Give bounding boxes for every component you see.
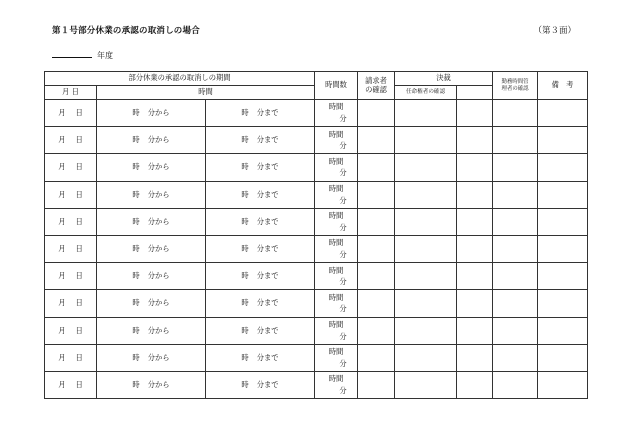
minute-from-label: 分から [147,135,170,145]
header-requester-confirm-line2: の確認 [365,84,387,94]
remarks-cell[interactable] [538,263,588,290]
header-requester-confirm-line1: 請求者 [365,76,387,86]
time-cell-start[interactable] [97,371,206,398]
minutes-label: 分 [339,141,347,151]
minute-from-label: 分から [147,352,170,362]
header-appointer-confirm: 任命権者の確認 [395,86,457,100]
hour-label: 時 [241,162,249,172]
month-day-cell[interactable] [45,344,97,371]
minutes-label: 分 [339,331,347,341]
time-cell-end[interactable] [206,263,315,290]
appointer-confirm-cell[interactable] [395,100,457,127]
day-label: 日 [75,189,83,199]
attendance-manager-cell[interactable] [493,290,538,317]
hour-label: 時 [241,325,249,335]
table-row [45,127,588,154]
hour-label: 時 [132,379,140,389]
attendance-manager-cell[interactable] [493,181,538,208]
time-cell-end[interactable] [206,344,315,371]
hours-label: 時間 [328,265,344,275]
hours-cell[interactable] [315,371,358,398]
attendance-manager-cell[interactable] [493,235,538,262]
day-label: 日 [75,325,83,335]
day-label: 日 [75,108,83,118]
hour-label: 時 [241,379,249,389]
attendance-manager-cell[interactable] [493,317,538,344]
requester-confirm-cell[interactable] [358,127,395,154]
minutes-label: 分 [339,277,347,287]
table-row [45,181,588,208]
day-label: 日 [75,162,83,172]
attendance-manager-cell[interactable] [493,127,538,154]
attendance-manager-cell[interactable] [493,344,538,371]
table-row [45,154,588,181]
table-row [45,100,588,127]
decision-blank-cell[interactable] [457,317,493,344]
day-label: 日 [75,216,83,226]
hours-cell[interactable] [315,154,358,181]
time-cell-end[interactable] [206,317,315,344]
minute-to-label: 分まで [256,135,279,145]
hour-label: 時 [132,325,140,335]
header-remarks: 備 考 [538,72,588,100]
minutes-label: 分 [339,222,347,232]
month-day-cell[interactable] [45,263,97,290]
decision-blank-cell[interactable] [457,100,493,127]
appointer-confirm-cell[interactable] [395,208,457,235]
appointer-confirm-cell[interactable] [395,317,457,344]
requester-confirm-cell[interactable] [358,317,395,344]
minute-from-label: 分から [147,298,170,308]
month-day-cell[interactable] [45,290,97,317]
appointer-confirm-cell[interactable] [395,344,457,371]
page-number: （第３面） [533,26,576,36]
hours-cell[interactable] [315,100,358,127]
header-requester-confirm [358,72,395,100]
appointer-confirm-cell[interactable] [395,127,457,154]
minute-to-label: 分まで [256,189,279,199]
header-decision-blank [457,86,493,100]
minute-to-label: 分まで [256,325,279,335]
time-cell-end[interactable] [206,208,315,235]
attendance-manager-cell[interactable] [493,371,538,398]
minute-from-label: 分から [147,379,170,389]
hour-label: 時 [132,108,140,118]
month-label: 月 [58,189,66,199]
month-label: 月 [58,216,66,226]
appointer-confirm-cell[interactable] [395,263,457,290]
appointer-confirm-cell[interactable] [395,181,457,208]
minute-from-label: 分から [147,189,170,199]
month-day-cell[interactable] [45,317,97,344]
time-cell-end[interactable] [206,290,315,317]
hours-label: 時間 [328,347,344,357]
table-row [45,317,588,344]
month-label: 月 [58,379,66,389]
table-row [45,235,588,262]
requester-confirm-cell[interactable] [358,181,395,208]
minutes-label: 分 [339,385,347,395]
hours-label: 時間 [328,129,344,139]
table-row [45,263,588,290]
time-cell-start[interactable] [97,127,206,154]
month-day-cell[interactable] [45,127,97,154]
decision-blank-cell[interactable] [457,290,493,317]
hours-cell[interactable] [315,290,358,317]
time-cell-start[interactable] [97,344,206,371]
decision-blank-cell[interactable] [457,154,493,181]
month-label: 月 [58,108,66,118]
remarks-cell[interactable] [538,235,588,262]
year-input-line[interactable] [52,56,92,58]
hours-cell[interactable] [315,344,358,371]
decision-blank-cell[interactable] [457,181,493,208]
month-label: 月 [58,325,66,335]
hours-cell[interactable] [315,317,358,344]
hour-label: 時 [132,352,140,362]
attendance-manager-cell[interactable] [493,100,538,127]
hours-label: 時間 [328,374,344,384]
requester-confirm-cell[interactable] [358,208,395,235]
hour-label: 時 [132,189,140,199]
requester-confirm-cell[interactable] [358,154,395,181]
remarks-cell[interactable] [538,181,588,208]
minutes-label: 分 [339,250,347,260]
hour-label: 時 [132,271,140,281]
hour-label: 時 [241,271,249,281]
time-cell-end[interactable] [206,100,315,127]
month-label: 月 [58,298,66,308]
hour-label: 時 [132,216,140,226]
header-attendance-manager-line1: 勤務時間管 [501,78,529,85]
appointer-confirm-cell[interactable] [395,371,457,398]
hour-label: 時 [241,244,249,254]
minute-to-label: 分まで [256,352,279,362]
header-period: 部分休業の承認の取消しの期間 [45,72,315,86]
minutes-label: 分 [339,168,347,178]
month-label: 月 [58,135,66,145]
time-cell-start[interactable] [97,181,206,208]
decision-blank-cell[interactable] [457,208,493,235]
form-title: 第１号部分休業の承認の取消しの場合 [52,26,200,36]
remarks-cell[interactable] [538,290,588,317]
minutes-label: 分 [339,358,347,368]
appointer-confirm-cell[interactable] [395,154,457,181]
minute-to-label: 分まで [256,244,279,254]
day-label: 日 [75,271,83,281]
requester-confirm-cell[interactable] [358,344,395,371]
time-cell-end[interactable] [206,127,315,154]
hour-label: 時 [241,216,249,226]
requester-confirm-cell[interactable] [358,371,395,398]
time-cell-end[interactable] [206,154,315,181]
requester-confirm-cell[interactable] [358,290,395,317]
time-cell-start[interactable] [97,290,206,317]
day-label: 日 [75,352,83,362]
month-day-cell[interactable] [45,154,97,181]
month-label: 月 [58,271,66,281]
hour-label: 時 [132,162,140,172]
decision-blank-cell[interactable] [457,263,493,290]
month-label: 月 [58,162,66,172]
minutes-label: 分 [339,114,347,124]
time-cell-start[interactable] [97,154,206,181]
hours-label: 時間 [328,156,344,166]
hours-label: 時間 [328,319,344,329]
time-cell-end[interactable] [206,371,315,398]
hour-label: 時 [241,108,249,118]
hour-label: 時 [132,298,140,308]
month-day-cell[interactable] [45,235,97,262]
minute-from-label: 分から [147,216,170,226]
requester-confirm-cell[interactable] [358,235,395,262]
hour-label: 時 [132,244,140,254]
hours-cell[interactable] [315,181,358,208]
remarks-cell[interactable] [538,344,588,371]
table-row [45,344,588,371]
day-label: 日 [75,244,83,254]
month-label: 月 [58,244,66,254]
minutes-label: 分 [339,304,347,314]
minutes-label: 分 [339,195,347,205]
hours-label: 時間 [328,238,344,248]
remarks-cell[interactable] [538,100,588,127]
hour-label: 時 [241,352,249,362]
minute-to-label: 分まで [256,298,279,308]
time-cell-start[interactable] [97,208,206,235]
minute-to-label: 分まで [256,162,279,172]
minute-to-label: 分まで [256,108,279,118]
hours-cell[interactable] [315,263,358,290]
hours-label: 時間 [328,183,344,193]
attendance-manager-cell[interactable] [493,263,538,290]
requester-confirm-cell[interactable] [358,100,395,127]
time-cell-start[interactable] [97,263,206,290]
minute-to-label: 分まで [256,379,279,389]
attendance-manager-cell[interactable] [493,208,538,235]
minute-from-label: 分から [147,162,170,172]
remarks-cell[interactable] [538,154,588,181]
time-cell-start[interactable] [97,317,206,344]
table-row [45,371,588,398]
hours-cell[interactable] [315,127,358,154]
month-day-cell[interactable] [45,181,97,208]
day-label: 日 [75,135,83,145]
minute-from-label: 分から [147,325,170,335]
remarks-cell[interactable] [538,208,588,235]
hour-label: 時 [241,135,249,145]
decision-blank-cell[interactable] [457,344,493,371]
header-time: 時間 [97,86,315,100]
month-day-cell[interactable] [45,371,97,398]
time-cell-start[interactable] [97,235,206,262]
header-attendance-manager [493,72,538,100]
minute-to-label: 分まで [256,271,279,281]
minute-from-label: 分から [147,108,170,118]
day-label: 日 [75,379,83,389]
minute-from-label: 分から [147,271,170,281]
appointer-confirm-cell[interactable] [395,290,457,317]
appointer-confirm-cell[interactable] [395,235,457,262]
hour-label: 時 [241,189,249,199]
month-day-cell[interactable] [45,208,97,235]
year-label: 年度 [97,51,113,60]
hour-label: 時 [132,135,140,145]
decision-blank-cell[interactable] [457,371,493,398]
header-month-day: 月 日 [45,86,97,100]
remarks-cell[interactable] [538,127,588,154]
decision-blank-cell[interactable] [457,235,493,262]
minute-from-label: 分から [147,244,170,254]
table-row [45,208,588,235]
table-row [45,290,588,317]
hours-cell[interactable] [315,235,358,262]
minute-to-label: 分まで [256,216,279,226]
hours-label: 時間 [328,292,344,302]
day-label: 日 [75,298,83,308]
time-cell-end[interactable] [206,235,315,262]
decision-blank-cell[interactable] [457,127,493,154]
remarks-cell[interactable] [538,371,588,398]
month-label: 月 [58,352,66,362]
cancellation-table [44,71,588,399]
month-day-cell[interactable] [45,100,97,127]
header-attendance-manager-line2: 理者の確認 [501,85,529,92]
requester-confirm-cell[interactable] [358,263,395,290]
hours-label: 時間 [328,211,344,221]
time-cell-end[interactable] [206,181,315,208]
hours-cell[interactable] [315,208,358,235]
hours-label: 時間 [328,102,344,112]
hour-label: 時 [241,298,249,308]
header-hours: 時間数 [315,72,358,100]
attendance-manager-cell[interactable] [493,154,538,181]
remarks-cell[interactable] [538,317,588,344]
header-decision: 決裁 [395,72,493,86]
time-cell-start[interactable] [97,100,206,127]
